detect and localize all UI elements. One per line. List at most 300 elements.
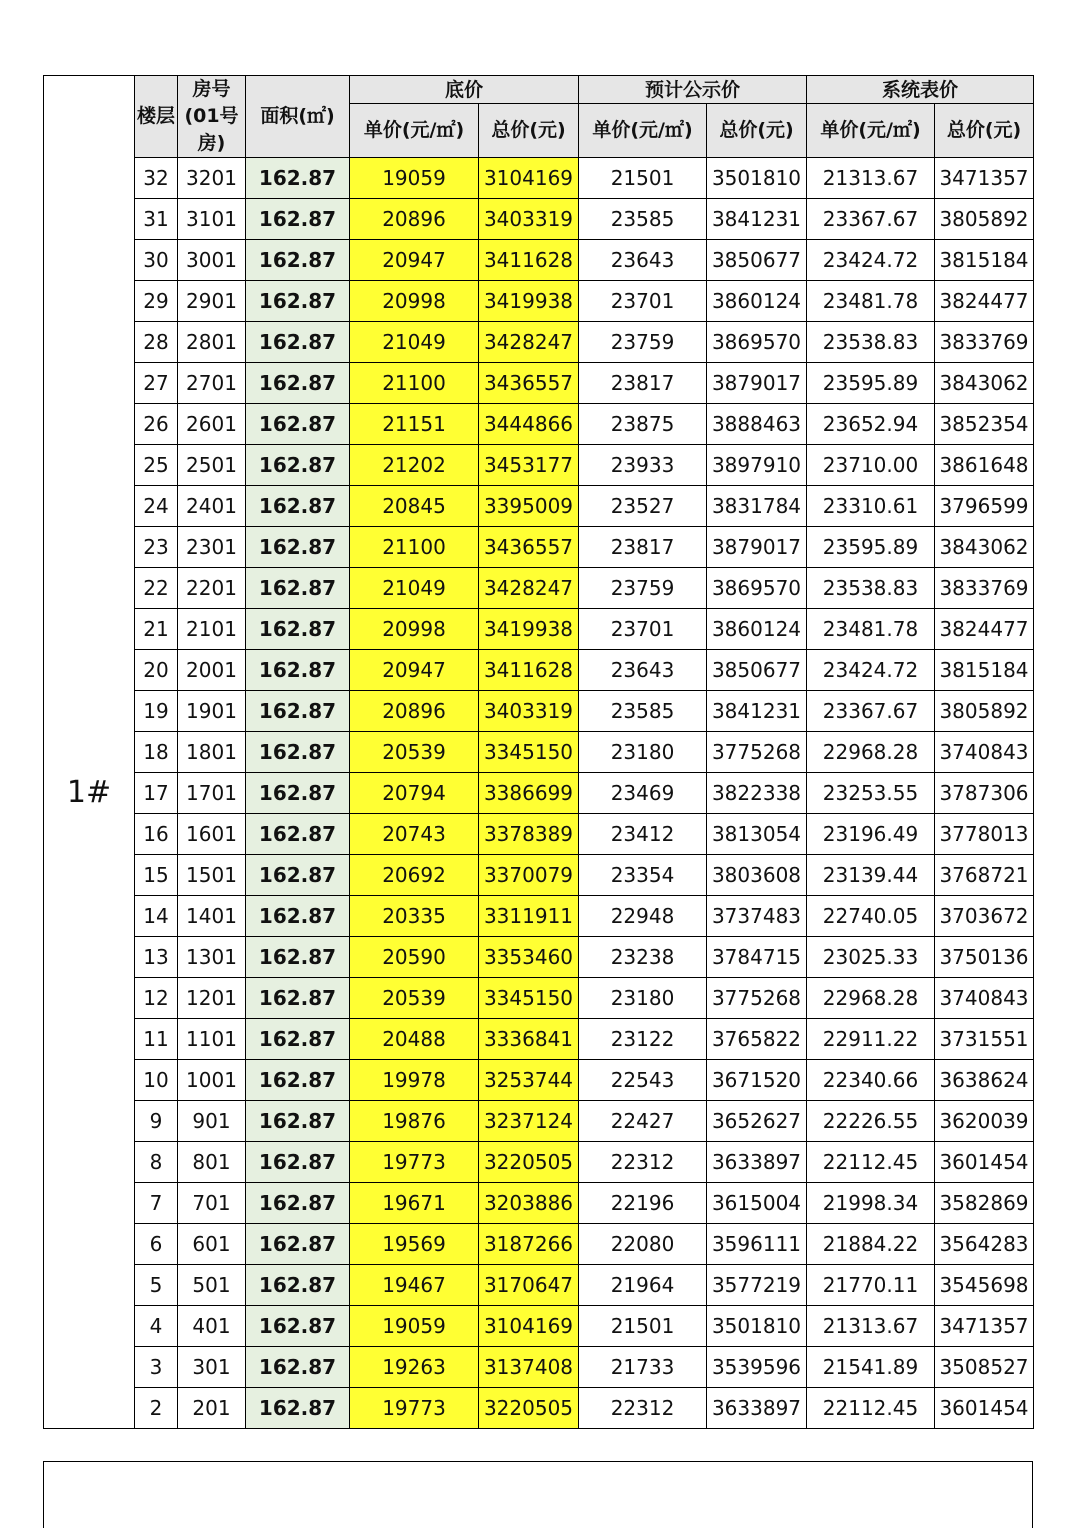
system-unit-price-cell: 23595.89 (807, 363, 935, 404)
public-unit-price-cell: 23180 (579, 732, 707, 773)
system-total-price-header: 总价(元) (935, 104, 1034, 158)
system-total-price-cell: 3750136 (935, 937, 1034, 978)
system-unit-price-cell: 23424.72 (807, 240, 935, 281)
base-total-price-cell: 3253744 (479, 1060, 579, 1101)
base-total-price-cell: 3336841 (479, 1019, 579, 1060)
base-unit-price-cell: 20743 (350, 814, 479, 855)
base-unit-price-cell: 21049 (350, 322, 479, 363)
base-total-price-cell: 3378389 (479, 814, 579, 855)
table-row (44, 1224, 1034, 1265)
area-cell: 162.87 (246, 240, 350, 281)
system-unit-price-cell: 22340.66 (807, 1060, 935, 1101)
table-row (44, 937, 1034, 978)
public-unit-price-cell: 23585 (579, 199, 707, 240)
table-row (44, 691, 1034, 732)
floor-cell: 22 (135, 568, 178, 609)
system-total-price-cell: 3787306 (935, 773, 1034, 814)
floor-cell: 31 (135, 199, 178, 240)
system-total-price-cell: 3824477 (935, 609, 1034, 650)
base-unit-price-cell: 21100 (350, 363, 479, 404)
base-total-price-cell: 3403319 (479, 199, 579, 240)
base-unit-price-cell: 20590 (350, 937, 479, 978)
public-total-price-cell: 3869570 (707, 322, 807, 363)
system-total-price-cell: 3778013 (935, 814, 1034, 855)
room-cell: 3201 (178, 158, 246, 199)
public-total-price-cell: 3822338 (707, 773, 807, 814)
table-row (44, 199, 1034, 240)
system-price-group-header: 系统表价 (807, 76, 1034, 104)
system-total-price-cell: 3843062 (935, 527, 1034, 568)
public-unit-price-cell: 22080 (579, 1224, 707, 1265)
public-unit-price-cell: 23817 (579, 363, 707, 404)
system-unit-price-cell: 22740.05 (807, 896, 935, 937)
floor-cell: 15 (135, 855, 178, 896)
room-cell: 3001 (178, 240, 246, 281)
room-cell: 2001 (178, 650, 246, 691)
base-unit-price-header: 单价(元/㎡) (350, 104, 479, 158)
room-header: 房号(01号房) (178, 76, 246, 158)
base-total-price-cell: 3220505 (479, 1388, 579, 1429)
public-total-price-cell: 3652627 (707, 1101, 807, 1142)
system-unit-price-cell: 22968.28 (807, 732, 935, 773)
floor-cell: 14 (135, 896, 178, 937)
base-unit-price-cell: 19263 (350, 1347, 479, 1388)
public-total-price-cell: 3841231 (707, 199, 807, 240)
base-unit-price-cell: 19059 (350, 1306, 479, 1347)
base-unit-price-cell: 20896 (350, 691, 479, 732)
table-row (44, 896, 1034, 937)
system-total-price-cell: 3843062 (935, 363, 1034, 404)
base-unit-price-cell: 19059 (350, 158, 479, 199)
public-total-price-header: 总价(元) (707, 104, 807, 158)
table-row (44, 527, 1034, 568)
floor-cell: 6 (135, 1224, 178, 1265)
system-total-price-cell: 3815184 (935, 650, 1034, 691)
public-total-price-cell: 3633897 (707, 1388, 807, 1429)
table-row (44, 650, 1034, 691)
base-unit-price-cell: 20998 (350, 281, 479, 322)
system-total-price-cell: 3805892 (935, 691, 1034, 732)
area-cell: 162.87 (246, 568, 350, 609)
public-total-price-cell: 3539596 (707, 1347, 807, 1388)
floor-cell: 10 (135, 1060, 178, 1101)
system-total-price-cell: 3703672 (935, 896, 1034, 937)
table-row (44, 1265, 1034, 1306)
room-cell: 1801 (178, 732, 246, 773)
table-row (44, 322, 1034, 363)
base-total-price-cell: 3353460 (479, 937, 579, 978)
system-total-price-cell: 3564283 (935, 1224, 1034, 1265)
room-cell: 801 (178, 1142, 246, 1183)
floor-cell: 26 (135, 404, 178, 445)
system-total-price-cell: 3833769 (935, 322, 1034, 363)
system-unit-price-cell: 22911.22 (807, 1019, 935, 1060)
floor-cell: 23 (135, 527, 178, 568)
floor-header: 楼层 (135, 76, 178, 158)
base-unit-price-cell: 20896 (350, 199, 479, 240)
system-unit-price-cell: 22112.45 (807, 1142, 935, 1183)
area-cell: 162.87 (246, 322, 350, 363)
public-unit-price-cell: 22948 (579, 896, 707, 937)
system-total-price-cell: 3852354 (935, 404, 1034, 445)
room-cell: 1501 (178, 855, 246, 896)
area-cell: 162.87 (246, 1101, 350, 1142)
base-unit-price-cell: 19467 (350, 1265, 479, 1306)
public-unit-price-cell: 23759 (579, 322, 707, 363)
area-cell: 162.87 (246, 527, 350, 568)
system-total-price-cell: 3824477 (935, 281, 1034, 322)
floor-cell: 24 (135, 486, 178, 527)
room-cell: 2501 (178, 445, 246, 486)
base-unit-price-cell: 20539 (350, 978, 479, 1019)
public-total-price-cell: 3888463 (707, 404, 807, 445)
price-table (43, 75, 1034, 1429)
system-total-price-cell: 3620039 (935, 1101, 1034, 1142)
table-row (44, 1142, 1034, 1183)
system-total-price-cell: 3861648 (935, 445, 1034, 486)
table-row (44, 158, 1034, 199)
base-unit-price-cell: 20692 (350, 855, 479, 896)
area-cell: 162.87 (246, 1347, 350, 1388)
system-unit-price-cell: 23481.78 (807, 609, 935, 650)
system-unit-price-cell: 21884.22 (807, 1224, 935, 1265)
base-total-price-cell: 3395009 (479, 486, 579, 527)
public-total-price-cell: 3615004 (707, 1183, 807, 1224)
room-cell: 301 (178, 1347, 246, 1388)
area-header: 面积(㎡) (246, 76, 350, 158)
system-unit-price-cell: 22112.45 (807, 1388, 935, 1429)
public-total-price-cell: 3577219 (707, 1265, 807, 1306)
public-unit-price-cell: 21501 (579, 158, 707, 199)
area-cell: 162.87 (246, 1388, 350, 1429)
system-total-price-cell: 3768721 (935, 855, 1034, 896)
table-row (44, 609, 1034, 650)
public-total-price-cell: 3501810 (707, 158, 807, 199)
base-total-price-cell: 3187266 (479, 1224, 579, 1265)
table-row (44, 404, 1034, 445)
base-total-price-cell: 3104169 (479, 1306, 579, 1347)
public-total-price-cell: 3737483 (707, 896, 807, 937)
public-unit-price-cell: 23817 (579, 527, 707, 568)
base-unit-price-cell: 20794 (350, 773, 479, 814)
base-total-price-cell: 3345150 (479, 978, 579, 1019)
public-total-price-cell: 3879017 (707, 527, 807, 568)
room-cell: 2401 (178, 486, 246, 527)
area-cell: 162.87 (246, 363, 350, 404)
base-total-price-cell: 3419938 (479, 281, 579, 322)
public-total-price-cell: 3879017 (707, 363, 807, 404)
system-total-price-cell: 3731551 (935, 1019, 1034, 1060)
base-price-group-header: 底价 (350, 76, 579, 104)
public-total-price-cell: 3596111 (707, 1224, 807, 1265)
room-cell: 1701 (178, 773, 246, 814)
base-unit-price-cell: 19876 (350, 1101, 479, 1142)
area-cell: 162.87 (246, 1265, 350, 1306)
public-unit-price-cell: 23238 (579, 937, 707, 978)
public-total-price-cell: 3850677 (707, 240, 807, 281)
system-unit-price-cell: 23367.67 (807, 691, 935, 732)
floor-cell: 7 (135, 1183, 178, 1224)
floor-cell: 12 (135, 978, 178, 1019)
public-unit-price-cell: 23643 (579, 240, 707, 281)
area-cell: 162.87 (246, 445, 350, 486)
area-cell: 162.87 (246, 691, 350, 732)
public-total-price-cell: 3860124 (707, 281, 807, 322)
table-row (44, 1101, 1034, 1142)
system-total-price-cell: 3833769 (935, 568, 1034, 609)
public-unit-price-cell: 23933 (579, 445, 707, 486)
base-total-price-cell: 3403319 (479, 691, 579, 732)
room-cell: 2101 (178, 609, 246, 650)
system-unit-price-cell: 23025.33 (807, 937, 935, 978)
area-cell: 162.87 (246, 937, 350, 978)
public-total-price-cell: 3671520 (707, 1060, 807, 1101)
base-total-price-cell: 3419938 (479, 609, 579, 650)
base-unit-price-cell: 21151 (350, 404, 479, 445)
room-cell: 601 (178, 1224, 246, 1265)
system-unit-price-cell: 23710.00 (807, 445, 935, 486)
building-header-blank (44, 76, 135, 104)
public-unit-price-cell: 23469 (579, 773, 707, 814)
table-row (44, 568, 1034, 609)
room-cell: 1101 (178, 1019, 246, 1060)
floor-cell: 20 (135, 650, 178, 691)
area-cell: 162.87 (246, 404, 350, 445)
base-unit-price-cell: 20335 (350, 896, 479, 937)
system-unit-price-cell: 21541.89 (807, 1347, 935, 1388)
base-unit-price-cell: 20947 (350, 650, 479, 691)
system-unit-price-cell: 23253.55 (807, 773, 935, 814)
floor-cell: 8 (135, 1142, 178, 1183)
table-row (44, 1388, 1034, 1429)
system-unit-price-cell: 21770.11 (807, 1265, 935, 1306)
base-total-price-cell: 3370079 (479, 855, 579, 896)
system-total-price-cell: 3815184 (935, 240, 1034, 281)
area-cell: 162.87 (246, 732, 350, 773)
system-unit-price-cell: 23196.49 (807, 814, 935, 855)
area-cell: 162.87 (246, 1224, 350, 1265)
system-unit-price-cell: 23481.78 (807, 281, 935, 322)
floor-cell: 11 (135, 1019, 178, 1060)
floor-cell: 30 (135, 240, 178, 281)
area-cell: 162.87 (246, 855, 350, 896)
area-cell: 162.87 (246, 1183, 350, 1224)
base-unit-price-cell: 20539 (350, 732, 479, 773)
floor-cell: 4 (135, 1306, 178, 1347)
room-cell: 2701 (178, 363, 246, 404)
public-total-price-cell: 3765822 (707, 1019, 807, 1060)
public-total-price-cell: 3784715 (707, 937, 807, 978)
public-unit-price-cell: 23412 (579, 814, 707, 855)
building-header-blank-2 (44, 104, 135, 158)
system-unit-price-cell: 23652.94 (807, 404, 935, 445)
base-total-price-cell: 3345150 (479, 732, 579, 773)
public-total-price-cell: 3501810 (707, 1306, 807, 1347)
public-unit-price-cell: 22427 (579, 1101, 707, 1142)
base-total-price-cell: 3411628 (479, 650, 579, 691)
floor-cell: 2 (135, 1388, 178, 1429)
floor-cell: 32 (135, 158, 178, 199)
base-total-price-cell: 3220505 (479, 1142, 579, 1183)
public-unit-price-header: 单价(元/㎡) (579, 104, 707, 158)
room-cell: 1201 (178, 978, 246, 1019)
room-cell: 1601 (178, 814, 246, 855)
area-cell: 162.87 (246, 158, 350, 199)
base-total-price-cell: 3453177 (479, 445, 579, 486)
area-cell: 162.87 (246, 1142, 350, 1183)
system-unit-price-cell: 23595.89 (807, 527, 935, 568)
base-unit-price-cell: 21049 (350, 568, 479, 609)
area-cell: 162.87 (246, 896, 350, 937)
room-cell: 201 (178, 1388, 246, 1429)
public-total-price-cell: 3850677 (707, 650, 807, 691)
base-unit-price-cell: 21202 (350, 445, 479, 486)
system-total-price-cell: 3601454 (935, 1142, 1034, 1183)
system-total-price-cell: 3796599 (935, 486, 1034, 527)
public-total-price-cell: 3803608 (707, 855, 807, 896)
base-unit-price-cell: 19773 (350, 1388, 479, 1429)
floor-cell: 3 (135, 1347, 178, 1388)
public-unit-price-cell: 21964 (579, 1265, 707, 1306)
system-unit-price-cell: 23139.44 (807, 855, 935, 896)
system-unit-price-cell: 22226.55 (807, 1101, 935, 1142)
area-cell: 162.87 (246, 609, 350, 650)
base-total-price-cell: 3104169 (479, 158, 579, 199)
room-cell: 401 (178, 1306, 246, 1347)
base-total-price-cell: 3203886 (479, 1183, 579, 1224)
floor-cell: 28 (135, 322, 178, 363)
public-unit-price-cell: 22312 (579, 1142, 707, 1183)
area-cell: 162.87 (246, 199, 350, 240)
public-unit-price-cell: 23122 (579, 1019, 707, 1060)
room-cell: 2901 (178, 281, 246, 322)
public-price-group-header: 预计公示价 (579, 76, 807, 104)
floor-cell: 21 (135, 609, 178, 650)
room-cell: 2301 (178, 527, 246, 568)
base-unit-price-cell: 20488 (350, 1019, 479, 1060)
base-unit-price-cell: 21100 (350, 527, 479, 568)
floor-cell: 27 (135, 363, 178, 404)
public-total-price-cell: 3633897 (707, 1142, 807, 1183)
public-unit-price-cell: 23585 (579, 691, 707, 732)
system-unit-price-cell: 21998.34 (807, 1183, 935, 1224)
table-row (44, 1183, 1034, 1224)
room-cell: 1401 (178, 896, 246, 937)
base-total-price-cell: 3137408 (479, 1347, 579, 1388)
floor-cell: 9 (135, 1101, 178, 1142)
floor-cell: 18 (135, 732, 178, 773)
system-unit-price-cell: 21313.67 (807, 1306, 935, 1347)
area-cell: 162.87 (246, 814, 350, 855)
public-unit-price-cell: 22312 (579, 1388, 707, 1429)
table-row (44, 978, 1034, 1019)
base-total-price-cell: 3237124 (479, 1101, 579, 1142)
public-unit-price-cell: 23643 (579, 650, 707, 691)
system-total-price-cell: 3740843 (935, 732, 1034, 773)
public-unit-price-cell: 22196 (579, 1183, 707, 1224)
public-total-price-cell: 3841231 (707, 691, 807, 732)
area-cell: 162.87 (246, 281, 350, 322)
system-total-price-cell: 3638624 (935, 1060, 1034, 1101)
system-total-price-cell: 3805892 (935, 199, 1034, 240)
floor-cell: 13 (135, 937, 178, 978)
system-unit-price-cell: 23310.61 (807, 486, 935, 527)
public-unit-price-cell: 23701 (579, 281, 707, 322)
area-cell: 162.87 (246, 1306, 350, 1347)
system-unit-price-cell: 23538.83 (807, 322, 935, 363)
base-unit-price-cell: 19773 (350, 1142, 479, 1183)
base-total-price-cell: 3428247 (479, 322, 579, 363)
area-cell: 162.87 (246, 773, 350, 814)
public-total-price-cell: 3775268 (707, 732, 807, 773)
floor-cell: 5 (135, 1265, 178, 1306)
system-total-price-cell: 3471357 (935, 1306, 1034, 1347)
public-total-price-cell: 3860124 (707, 609, 807, 650)
system-unit-price-header: 单价(元/㎡) (807, 104, 935, 158)
room-cell: 2801 (178, 322, 246, 363)
area-cell: 162.87 (246, 978, 350, 1019)
base-total-price-cell: 3170647 (479, 1265, 579, 1306)
base-total-price-cell: 3428247 (479, 568, 579, 609)
floor-cell: 17 (135, 773, 178, 814)
public-unit-price-cell: 23527 (579, 486, 707, 527)
base-total-price-header: 总价(元) (479, 104, 579, 158)
system-total-price-cell: 3740843 (935, 978, 1034, 1019)
base-total-price-cell: 3436557 (479, 527, 579, 568)
base-unit-price-cell: 19569 (350, 1224, 479, 1265)
room-cell: 2601 (178, 404, 246, 445)
room-cell: 2201 (178, 568, 246, 609)
room-cell: 501 (178, 1265, 246, 1306)
table-row (44, 855, 1034, 896)
base-total-price-cell: 3311911 (479, 896, 579, 937)
building-label: 1# (44, 158, 135, 1429)
floor-cell: 25 (135, 445, 178, 486)
public-unit-price-cell: 21733 (579, 1347, 707, 1388)
system-total-price-cell: 3471357 (935, 158, 1034, 199)
base-unit-price-cell: 20998 (350, 609, 479, 650)
system-unit-price-cell: 23538.83 (807, 568, 935, 609)
public-total-price-cell: 3831784 (707, 486, 807, 527)
system-total-price-cell: 3545698 (935, 1265, 1034, 1306)
base-unit-price-cell: 19671 (350, 1183, 479, 1224)
public-unit-price-cell: 23759 (579, 568, 707, 609)
table-row (44, 1306, 1034, 1347)
public-unit-price-cell: 23180 (579, 978, 707, 1019)
base-total-price-cell: 3386699 (479, 773, 579, 814)
base-total-price-cell: 3444866 (479, 404, 579, 445)
table-row (44, 281, 1034, 322)
table-row (44, 773, 1034, 814)
public-unit-price-cell: 23875 (579, 404, 707, 445)
table-row (44, 486, 1034, 527)
system-unit-price-cell: 22968.28 (807, 978, 935, 1019)
public-unit-price-cell: 23354 (579, 855, 707, 896)
table-footer-row (43, 1461, 1033, 1528)
public-unit-price-cell: 21501 (579, 1306, 707, 1347)
table-row (44, 240, 1034, 281)
room-cell: 1901 (178, 691, 246, 732)
system-total-price-cell: 3582869 (935, 1183, 1034, 1224)
table-row (44, 445, 1034, 486)
room-cell: 1301 (178, 937, 246, 978)
table-row (44, 1060, 1034, 1101)
table-row (44, 363, 1034, 404)
floor-cell: 29 (135, 281, 178, 322)
room-cell: 901 (178, 1101, 246, 1142)
area-cell: 162.87 (246, 1060, 350, 1101)
system-total-price-cell: 3508527 (935, 1347, 1034, 1388)
